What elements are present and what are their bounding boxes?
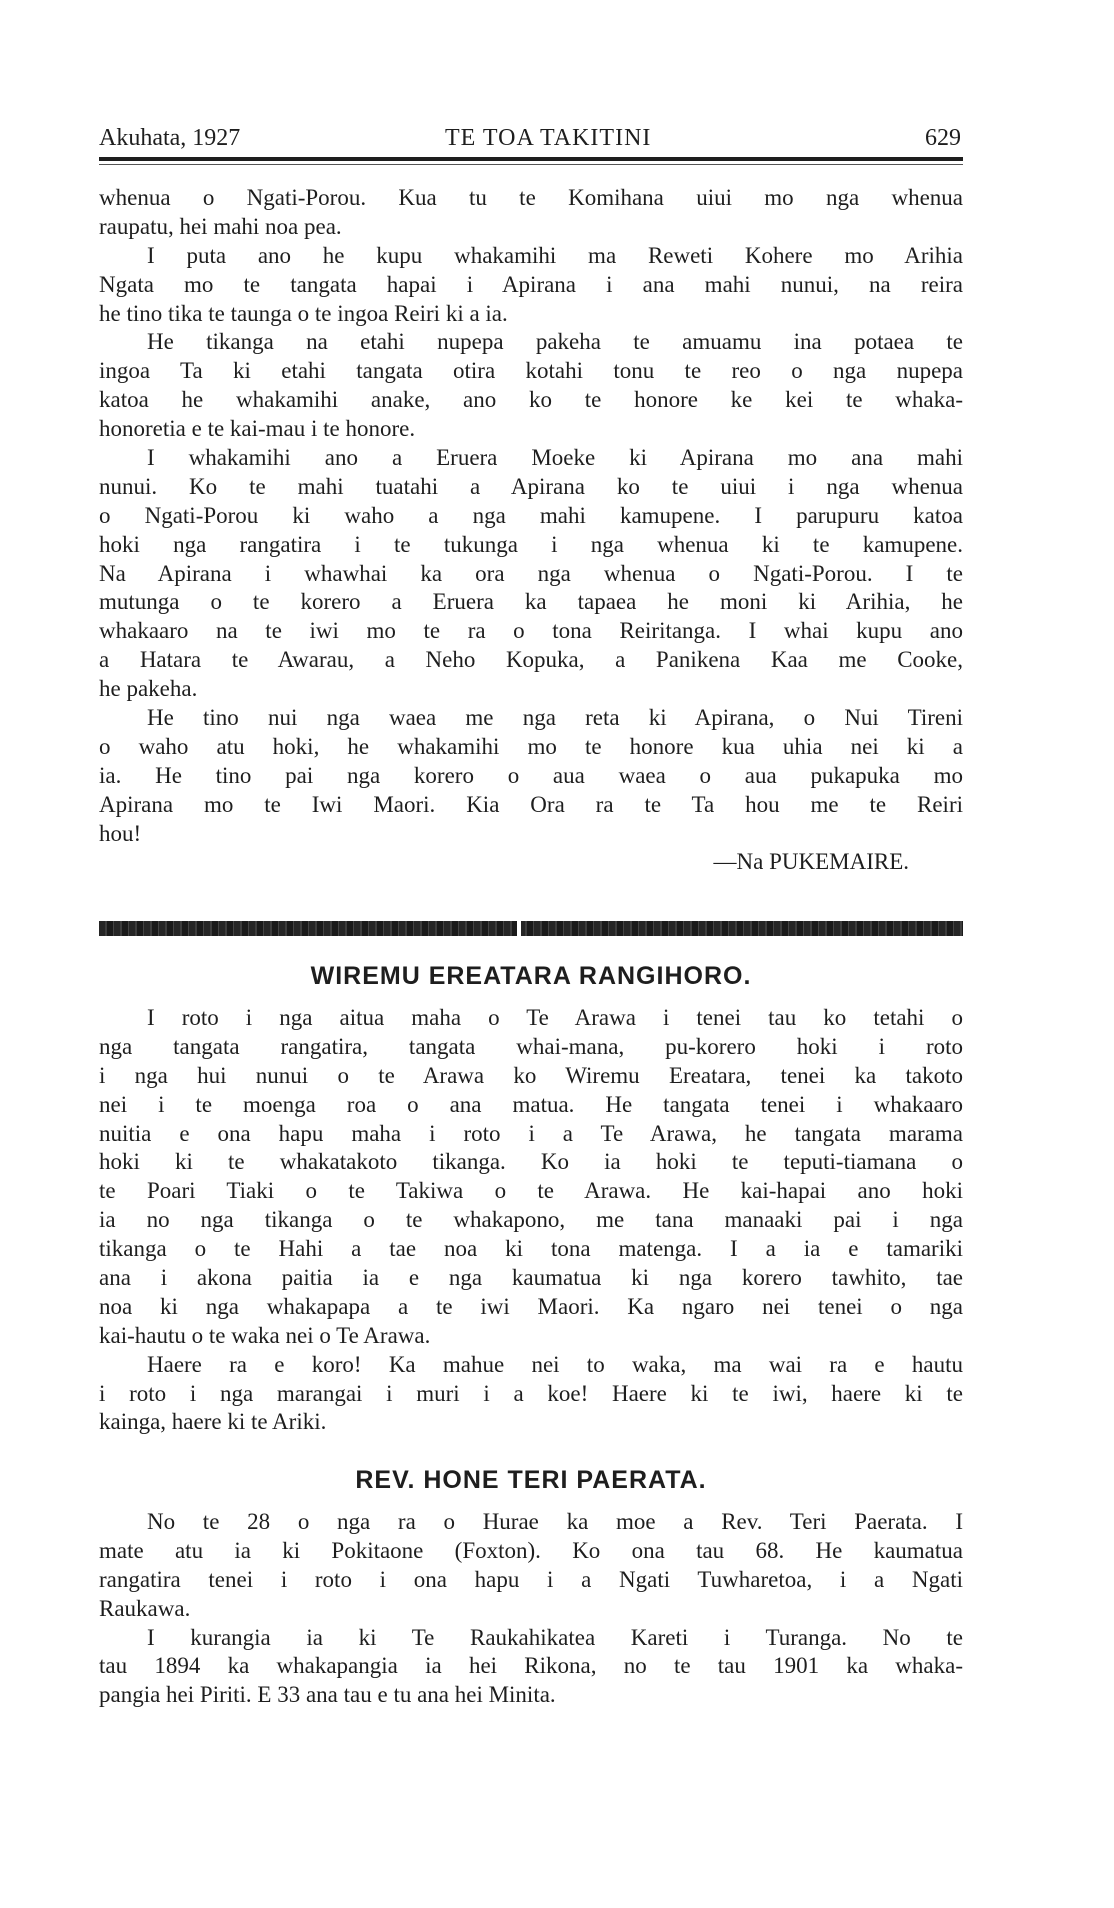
- article-line: a Hatara te Awarau, a Neho Kopuka, a Panikena Kaa me Cooke,: [99, 647, 963, 673]
- article-continued: [99, 184, 963, 877]
- article-line: o waho atu hoki, he whakamihi mo te honore kua uhia nei ki a: [99, 733, 963, 759]
- article-line: i nga hui nunui o te Arawa ko Wiremu Ereatara, tenei ka takoto: [99, 1062, 963, 1088]
- running-head: [99, 125, 961, 157]
- article-signature: —Na PUKEMAIRE.: [713, 849, 909, 875]
- article-line: hoki ki te whakatakoto tikanga. Ko ia hoki te teputi-tiamana o: [99, 1149, 963, 1175]
- article-line: kai-hautu o te waka nei o Te Arawa.: [99, 1322, 431, 1348]
- obituary-heading-paerata: REV. HONE TERI PAERATA.: [355, 1466, 707, 1494]
- article-line: Apirana mo te Iwi Maori. Kia Ora ra te Ta hou me te Reiri: [99, 791, 963, 817]
- article-line: mutunga o te korero a Eruera ka tapaea he moni ki Arihia, he: [99, 589, 963, 615]
- running-head-date: Akuhata, 1927: [99, 125, 241, 151]
- article-line: ia no nga tikanga o te whakapono, me tana manaaki pai i nga: [99, 1207, 963, 1233]
- article-line: whakaaro na te iwi mo te ra o tona Reiritanga. I whai kupu ano: [99, 618, 963, 644]
- article-line: ana i akona paitia ia e nga kaumatua ki nga korero tawhito, tae: [99, 1265, 963, 1291]
- article-line: Ngata mo te tangata hapai i Apirana i ana mahi nunui, na reira: [99, 271, 963, 297]
- article-line: pangia hei Piriti. E 33 ana tau e tu ana hei Minita.: [99, 1682, 556, 1708]
- article-line: Na Apirana i whawhai ka ora nga whenua o Ngati-Porou. I te: [99, 560, 963, 586]
- article-line: nei i te moenga roa o ana matua. He tangata tenei i whakaaro: [99, 1091, 963, 1117]
- obituary-paerata: [99, 1508, 963, 1710]
- article-line: whenua o Ngati-Porou. Kua tu te Komihana uiui mo nga whenua: [99, 185, 963, 210]
- article-line: tau 1894 ka whakapangia ia hei Rikona, no te tau 1901 ka whaka-: [99, 1653, 963, 1679]
- article-line: katoa he whakamihi anake, ano ko te honore ke kei te whaka-: [99, 387, 963, 413]
- article-line: He tikanga na etahi nupepa pakeha te amuamu ina potaea te: [147, 329, 963, 355]
- article-line: raupatu, hei mahi noa pea.: [99, 213, 342, 239]
- article-line: Raukawa.: [99, 1595, 191, 1621]
- obituary-heading-rangihoro: WIREMU EREATARA RANGIHORO.: [310, 962, 752, 990]
- running-head-publication: TE TOA TAKITINI: [445, 125, 652, 151]
- article-line: ia. He tino pai nga korero o aua waea o aua pukapuka mo: [99, 762, 963, 788]
- article-line: nuitia e ona hapu maha i roto i a Te Arawa, he tangata marama: [99, 1120, 963, 1146]
- article-line: te Poari Tiaki o te Takiwa o te Arawa. He kai-hapai ano hoki: [99, 1178, 963, 1204]
- article-line: i roto i nga marangai i muri i a koe! Haere ki te iwi, haere ki te: [99, 1380, 963, 1406]
- article-line: I puta ano he kupu whakamihi ma Reweti Kohere mo Arihia: [147, 242, 963, 268]
- article-line: hou!: [99, 820, 142, 846]
- article-line: ingoa Ta ki etahi tangata otira kotahi tonu te reo o nga nupepa: [99, 358, 963, 384]
- obituary-rangihoro: [99, 1004, 963, 1437]
- article-line: he tino tika te taunga o te ingoa Reiri ki a ia.: [99, 300, 508, 326]
- article-line: kainga, haere ki te Ariki.: [99, 1409, 327, 1435]
- page-number: 629: [925, 125, 961, 151]
- section-divider: [99, 921, 963, 936]
- article-line: Haere ra e koro! Ka mahue nei to waka, ma wai ra e hautu: [147, 1351, 963, 1377]
- article-line: I roto i nga aitua maha o Te Arawa i tenei tau ko tetahi o: [147, 1005, 963, 1030]
- article-line: nga tangata rangatira, tangata whai-mana, pu-korero hoki i roto: [99, 1033, 963, 1059]
- article-line: rangatira tenei i roto i ona hapu i a Ngati Tuwharetoa, i a Ngati: [99, 1566, 963, 1592]
- header-rule-thin: [99, 164, 963, 165]
- article-line: honoretia e te kai-mau i te honore.: [99, 416, 416, 442]
- article-line: I whakamihi ano a Eruera Moeke ki Apirana mo ana mahi: [147, 445, 963, 471]
- article-line: I kurangia ia ki Te Raukahikatea Kareti i Turanga. No te: [147, 1624, 963, 1650]
- article-line: he pakeha.: [99, 676, 198, 702]
- article-line: hoki nga rangatira i te tukunga i nga whenua ki te kamupene.: [99, 531, 963, 557]
- article-line: noa ki nga whakapapa a te iwi Maori. Ka ngaro nei tenei o nga: [99, 1293, 963, 1319]
- article-line: mate atu ia ki Pokitaone (Foxton). Ko ona tau 68. He kaumatua: [99, 1537, 963, 1563]
- article-line: o Ngati-Porou ki waho a nga mahi kamupene. I parupuru katoa: [99, 502, 963, 528]
- article-line: He tino nui nga waea me nga reta ki Apirana, o Nui Tireni: [147, 705, 963, 731]
- header-rule: [99, 157, 963, 161]
- article-line: nunui. Ko te mahi tuatahi a Apirana ko te uiui i nga whenua: [99, 473, 963, 499]
- section-divider-break: [517, 921, 521, 936]
- article-line: No te 28 o nga ra o Hurae ka moe a Rev. Teri Paerata. I: [147, 1509, 963, 1534]
- article-line: tikanga o te Hahi a tae noa ki tona matenga. I a ia e tamariki: [99, 1236, 963, 1262]
